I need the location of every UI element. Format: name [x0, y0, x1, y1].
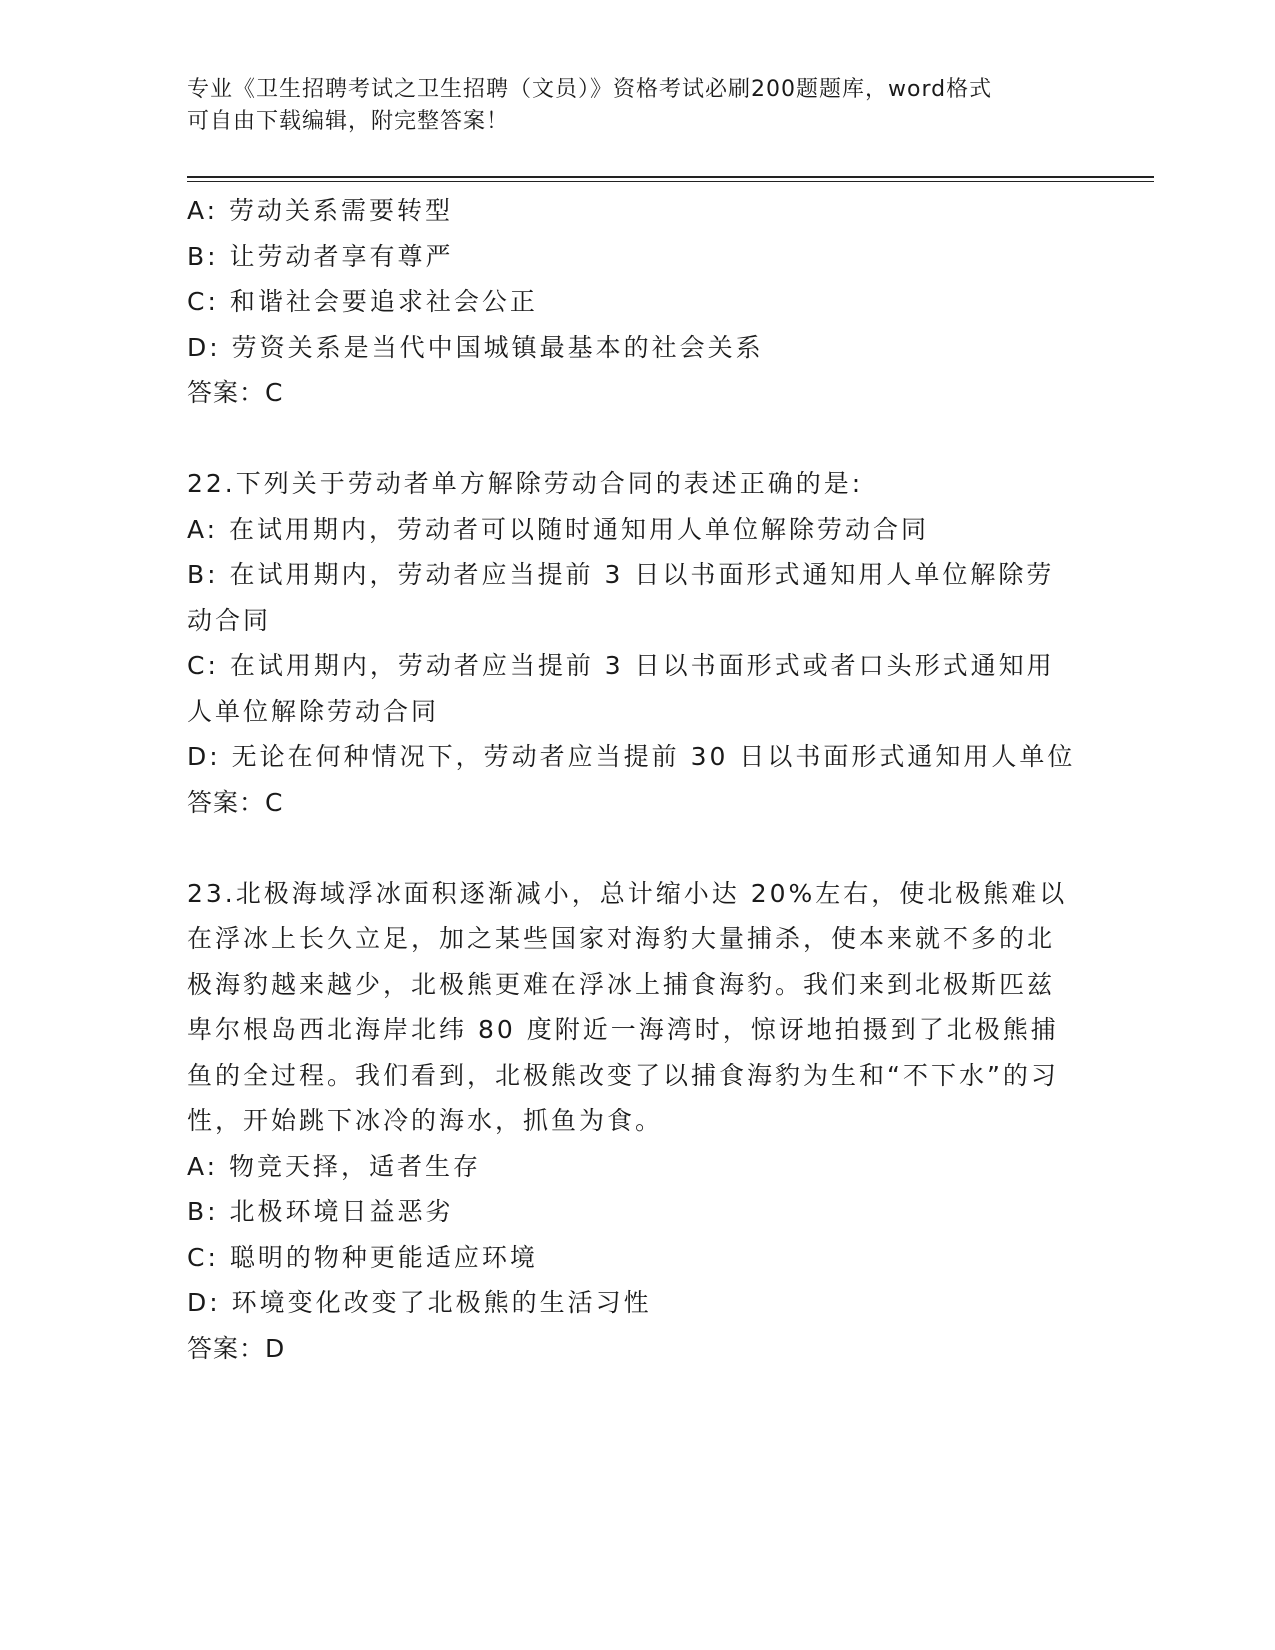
- header-line-1: 专业《卫生招聘考试之卫生招聘（文员）》资格考试必刷200题题库，word格式: [187, 77, 993, 102]
- question-stem: 22.下列关于劳动者单方解除劳动合同的表述正确的是:: [187, 469, 864, 498]
- option-b: B: 让劳动者享有尊严: [187, 241, 454, 271]
- question-23: [187, 871, 1077, 1372]
- question-stem: 23.北极海域浮冰面积逐渐减小，总计缩小达 20%左右，使北极熊难以在浮冰上长久立足，加之某些国家对海豹大量捕杀，使本来就不多的北极海豹越来越少，北极熊更难在浮冰上捕食海豹。我们来到北极斯匹兹卑尔根岛西北海岸北纬 80 度附近一海湾时，惊讶地拍摄到了北极熊捕鱼的全过程。我们看到，北极熊改变了以捕食海豹为生和“不下水”的习性，开始跳下冰冷的海水，抓鱼为食。: [187, 878, 1068, 1135]
- question-21: [187, 188, 1077, 416]
- option-c: C: 和谐社会要追求社会公正: [187, 287, 538, 316]
- option-c: C: 聪明的物种更能适应环境: [187, 1242, 538, 1272]
- option-a: A: 物竞天择，适者生存: [187, 1151, 482, 1181]
- question-22: [187, 461, 1077, 825]
- option-a: A: 劳动关系需要转型: [187, 196, 454, 225]
- option-d: D: 无论在何种情况下，劳动者应当提前 30 日以书面形式通知用人单位: [187, 742, 1076, 771]
- answer: 答案：C: [187, 787, 284, 817]
- option-d: D: 劳资关系是当代中国城镇最基本的社会关系: [187, 332, 764, 362]
- option-a: A: 在试用期内，劳动者可以随时通知用人单位解除劳动合同: [187, 514, 930, 544]
- spacer: [187, 416, 1077, 462]
- answer: 答案：D: [187, 1333, 286, 1363]
- option-d: D: 环境变化改变了北极熊的生活习性: [187, 1288, 652, 1317]
- question-list: [187, 188, 1077, 1371]
- header-divider: [187, 176, 1154, 182]
- answer: 答案：C: [187, 378, 284, 407]
- option-c: C: 在试用期内，劳动者应当提前 3 日以书面形式或者口头形式通知用人单位解除劳动合同: [187, 651, 1055, 726]
- option-b: B: 在试用期内，劳动者应当提前 3 日以书面形式通知用人单位解除劳动合同: [187, 560, 1055, 635]
- spacer: [187, 825, 1077, 871]
- header-line-2: 可自由下载编辑，附完整答案！: [187, 109, 510, 134]
- document-header: [187, 74, 1087, 138]
- option-b: B: 北极环境日益恶劣: [187, 1197, 454, 1226]
